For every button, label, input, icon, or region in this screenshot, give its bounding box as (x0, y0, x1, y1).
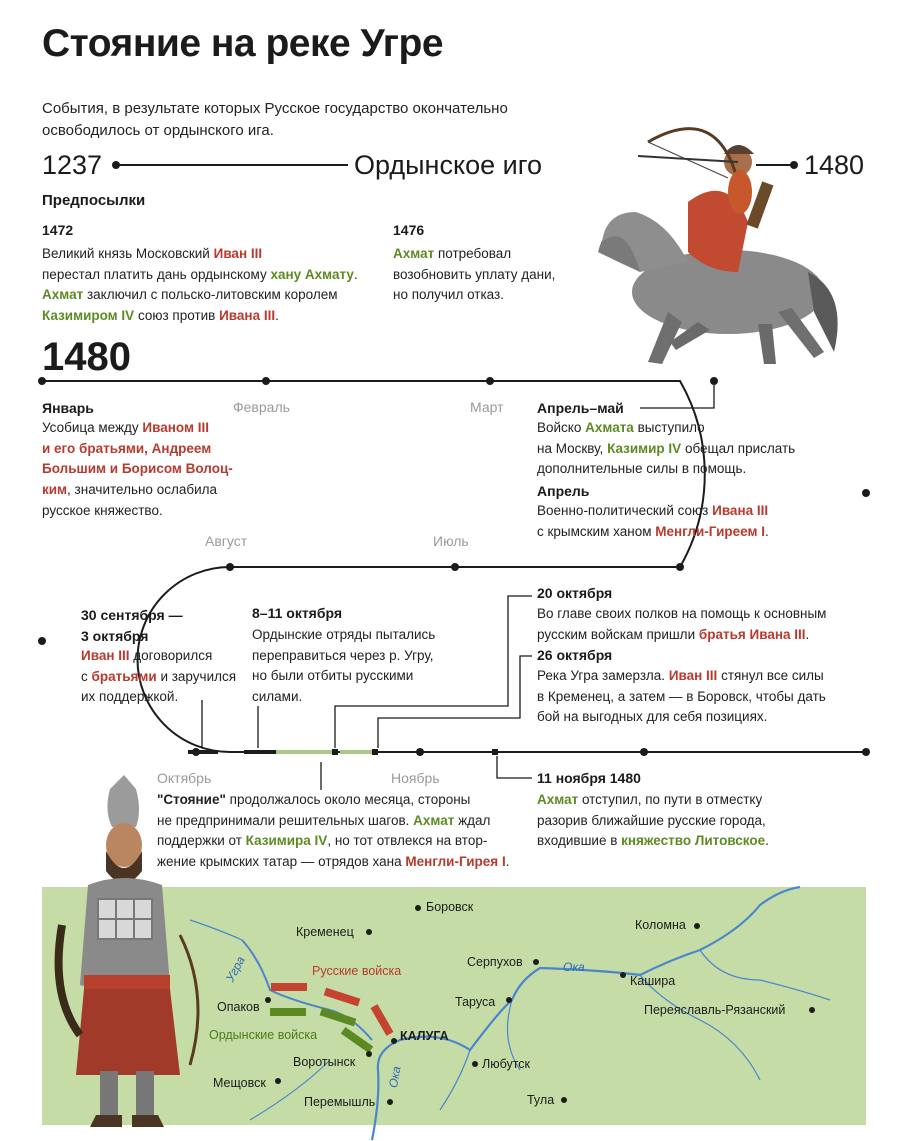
city-borovsk: Боровск (426, 900, 474, 914)
dot-serpukhov (533, 959, 539, 965)
river-trib-5 (440, 1050, 470, 1110)
oct8-text: Ордынские отряды пытались переправиться через р. Угру, но были отбиты русскими силами. (252, 627, 436, 705)
dot-tarusa (506, 997, 512, 1003)
oct26-heading: 26 октября (537, 647, 613, 663)
aprmay-heading: Апрель–май (537, 400, 624, 416)
city-kaluga: КАЛУГА (400, 1029, 449, 1043)
igo-label: Ордынское иго (354, 150, 542, 180)
legend-horde: Ордынские войска (209, 1028, 318, 1042)
oct20-text: Во главе своих полков на помощь к основным русским войскам пришли братья Ивана III. (537, 606, 827, 642)
e1476-text: Ахмат потребовал возобновить уплату дани, но получил отказ. (393, 246, 556, 303)
legend-russian: Русские войска (312, 964, 402, 978)
oct26-text: Река Угра замерзла. Иван III стянул все силы в Кременец, а затем — в Боровск, чтобы дать бой на выгодных для себя позициях. (537, 668, 826, 725)
year-1480-heading: 1480 (42, 335, 131, 379)
dot-opakov (265, 997, 271, 1003)
city-pereyaslavl: Переяславль-Рязанский (644, 1003, 786, 1017)
oct20-heading: 20 октября (537, 585, 613, 601)
month-jul: Июль (433, 533, 469, 549)
city-kolomna: Коломна (635, 918, 686, 932)
city-lyubutsk: Любутск (482, 1057, 531, 1071)
horde-troop-1 (270, 1008, 306, 1016)
city-meshchovsk: Мещовск (213, 1076, 266, 1090)
apr-heading: Апрель (537, 483, 590, 499)
dot-kremenets (366, 929, 372, 935)
month-nov: Ноябрь (391, 770, 440, 786)
sep30-text: Иван III договорился с братьями и заручился их поддержкой. (81, 648, 237, 705)
city-serpukhov: Серпухов (467, 955, 523, 969)
aprmay-text: Войско Ахмата выступило на Москву, Казимир IV обещал прислать дополнительные силы в помощь. (537, 420, 796, 477)
city-opakov: Опаков (217, 1000, 260, 1014)
jan-text: Усобица между Иваном III и его братьями, Андреем Большим и Борисом Волоц- ким, значительно ослабила русское княжество. (42, 420, 233, 518)
apr-text: Военно-политический союз Ивана III с крымским ханом Менгли-Гиреем I. (537, 503, 769, 539)
city-tarusa: Таруса (455, 995, 496, 1009)
jan-heading: Январь (42, 400, 94, 416)
river-trib-4 (700, 950, 830, 1000)
nov11-text: Ахмат отступил, по пути в отместку разорив ближайшие русские города, входившие в княжество Литовское. (537, 792, 769, 849)
city-kremenets: Кременец (296, 925, 354, 939)
river-label-oka-south: Ока (386, 1065, 404, 1089)
city-tula: Тула (527, 1093, 555, 1107)
city-kashira: Кашира (630, 974, 676, 988)
horde-troop-3 (341, 1027, 373, 1053)
dot-vorotynsk (366, 1051, 372, 1057)
e1472-year: 1472 (42, 222, 74, 238)
month-aug: Август (205, 533, 248, 549)
e1472-text: Великий князь Московский Иван III перестал платить дань ордынскому хану Ахмату. Ахмат заключил с польско-литовским королем Казимиром IV союз против Ивана III. (42, 246, 358, 324)
igo-end-year: 1480 (804, 150, 865, 180)
dot-borovsk (415, 905, 421, 911)
sep30-heading: 30 сентября — 3 октября (81, 607, 183, 644)
oct8-heading: 8–11 октября (252, 605, 343, 621)
dot-peremyshl (387, 1099, 393, 1105)
page-title: Стояние на реке Угре (42, 22, 444, 65)
igo-start-year: 1237 (42, 150, 103, 180)
dot-kashira (620, 972, 626, 978)
prereq-heading: Предпосылки (42, 192, 146, 209)
month-feb: Февраль (233, 399, 290, 415)
stoyanie-text: "Стояние" продолжалось около месяца, стороны не предпринимали решительных шагов. Ахмат ждал поддержки от Казимира IV, но тот отвлекся на втор- жение крымских татар — отрядов хана Менгли-Гирея I. (157, 792, 510, 870)
city-peremyshl: Перемышль (304, 1095, 376, 1109)
dot-tula (561, 1097, 567, 1103)
river-label-oka-east: Ока (563, 960, 585, 974)
dot-kaluga (391, 1038, 397, 1044)
dot-lyubutsk (472, 1061, 478, 1067)
month-oct: Октябрь (157, 770, 212, 786)
month-mar: Март (470, 399, 504, 415)
river-label-ugra: Угра (222, 953, 248, 985)
city-vorotynsk: Воротынск (293, 1055, 356, 1069)
horde-troop-2 (320, 1008, 357, 1027)
dot-pereyaslavl (809, 1007, 815, 1013)
river-trib-6 (250, 1060, 330, 1120)
russian-troop-3 (371, 1004, 394, 1036)
page-subtitle: События, в результате которых Русское государство окончательно освободилось от ордынского ига. (42, 100, 508, 139)
river-trib-3 (640, 975, 760, 1080)
russian-troop-2 (324, 988, 361, 1007)
nov11-heading: 11 ноября 1480 (537, 770, 641, 786)
dot-meshchovsk (275, 1078, 281, 1084)
e1476-year: 1476 (393, 222, 425, 238)
russian-troop-1 (271, 983, 307, 991)
dot-kolomna (694, 923, 700, 929)
warrior-illustration (40, 775, 210, 1130)
